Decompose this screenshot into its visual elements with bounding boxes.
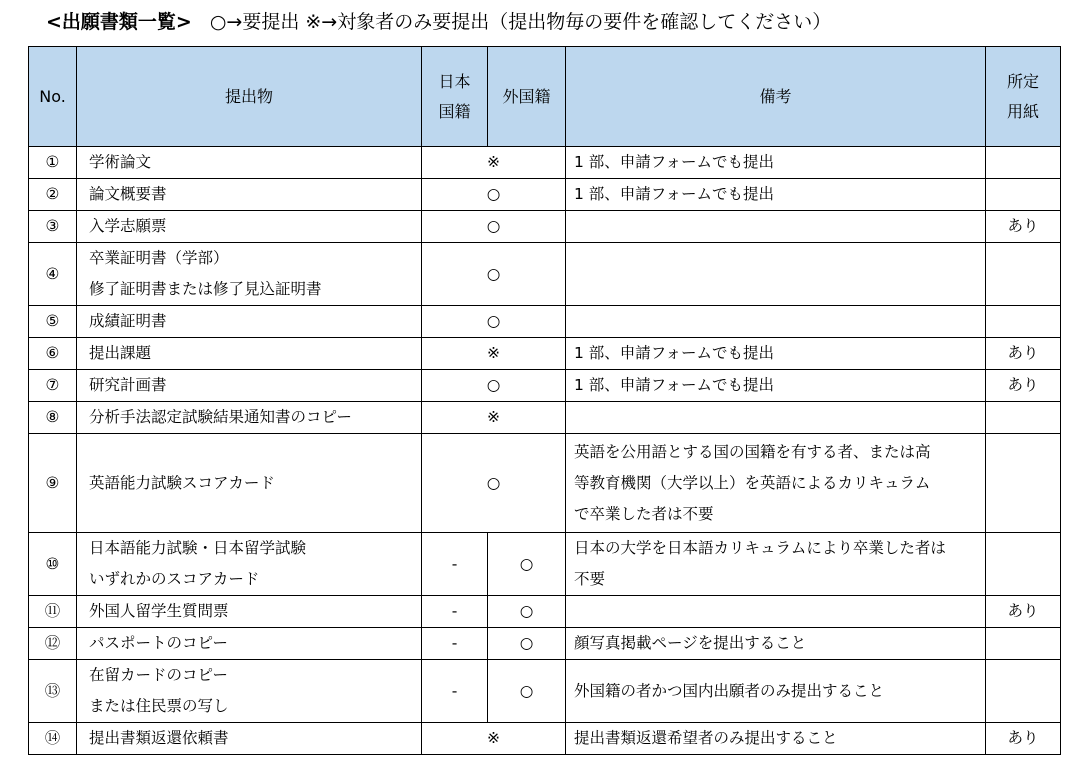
row-item: 在留カードのコピー または住民票の写し [77, 660, 422, 723]
row-note: 1 部、申請フォームでも提出 [566, 370, 986, 402]
row-number: ⑧ [29, 402, 77, 434]
row-item: 成績証明書 [77, 306, 422, 338]
row-form: あり [986, 370, 1061, 402]
row-item: パスポートのコピー [77, 628, 422, 660]
row-form [986, 434, 1061, 533]
header-no: No. [29, 47, 77, 147]
row-item: 英語能力試験スコアカード [77, 434, 422, 533]
row-mark: ○ [422, 243, 566, 306]
row-number: ③ [29, 211, 77, 243]
row-note [566, 211, 986, 243]
row-number: ⑨ [29, 434, 77, 533]
row-mark: ※ [422, 338, 566, 370]
table-row [29, 533, 1061, 596]
row-note [566, 243, 986, 306]
heading-title: <出願書類一覧> [46, 11, 192, 33]
application-documents-table [28, 46, 1061, 755]
row-item: 提出課題 [77, 338, 422, 370]
row-form [986, 628, 1061, 660]
row-item: 入学志願票 [77, 211, 422, 243]
row-mark: ○ [422, 211, 566, 243]
row-number: ① [29, 147, 77, 179]
row-form: あり [986, 338, 1061, 370]
row-item: 外国人留学生質問票 [77, 596, 422, 628]
row-number: ⑭ [29, 723, 77, 755]
heading-legend: ○→要提出 ※→対象者のみ要提出（提出物毎の要件を確認してください） [209, 11, 832, 33]
header-foreign: 外国籍 [488, 47, 566, 147]
row-form: あり [986, 596, 1061, 628]
row-number: ② [29, 179, 77, 211]
table-row [29, 147, 1061, 179]
header-note: 備考 [566, 47, 986, 147]
row-form [986, 660, 1061, 723]
row-foreign: ○ [488, 628, 566, 660]
table-row [29, 434, 1061, 533]
row-note: 1 部、申請フォームでも提出 [566, 338, 986, 370]
row-note: 提出書類返還希望者のみ提出すること [566, 723, 986, 755]
table-row [29, 628, 1061, 660]
row-number: ⑬ [29, 660, 77, 723]
table-row [29, 338, 1061, 370]
row-item: 提出書類返還依頼書 [77, 723, 422, 755]
row-note: 外国籍の者かつ国内出願者のみ提出すること [566, 660, 986, 723]
row-mark: ※ [422, 147, 566, 179]
row-note: 1 部、申請フォームでも提出 [566, 179, 986, 211]
table-row [29, 179, 1061, 211]
row-note: 1 部、申請フォームでも提出 [566, 147, 986, 179]
header-form: 所定 用紙 [986, 47, 1061, 147]
row-form [986, 243, 1061, 306]
row-note [566, 596, 986, 628]
row-form: あり [986, 211, 1061, 243]
table-row [29, 660, 1061, 723]
row-item: 研究計画書 [77, 370, 422, 402]
row-form: あり [986, 723, 1061, 755]
row-number: ⑩ [29, 533, 77, 596]
table-row [29, 306, 1061, 338]
row-form [986, 402, 1061, 434]
row-number: ⑪ [29, 596, 77, 628]
row-number: ⑤ [29, 306, 77, 338]
row-japanese: - [422, 628, 488, 660]
row-item: 日本語能力試験・日本留学試験 いずれかのスコアカード [77, 533, 422, 596]
table-row [29, 370, 1061, 402]
row-note [566, 402, 986, 434]
row-foreign: ○ [488, 660, 566, 723]
row-number: ⑫ [29, 628, 77, 660]
row-form [986, 179, 1061, 211]
row-mark: ※ [422, 723, 566, 755]
header-item: 提出物 [77, 47, 422, 147]
row-item: 論文概要書 [77, 179, 422, 211]
row-item: 卒業証明書（学部） 修了証明書または修了見込証明書 [77, 243, 422, 306]
row-number: ④ [29, 243, 77, 306]
row-mark: ○ [422, 179, 566, 211]
row-note: 英語を公用語とする国の国籍を有する者、または高 等教育機関（大学以上）を英語によるカリキュラム で卒業した者は不要 [566, 434, 986, 533]
table-row [29, 596, 1061, 628]
row-form [986, 533, 1061, 596]
row-japanese: - [422, 596, 488, 628]
row-form [986, 306, 1061, 338]
row-number: ⑥ [29, 338, 77, 370]
row-mark: ○ [422, 370, 566, 402]
row-form [986, 147, 1061, 179]
row-foreign: ○ [488, 596, 566, 628]
row-japanese: - [422, 660, 488, 723]
row-item: 学術論文 [77, 147, 422, 179]
row-foreign: ○ [488, 533, 566, 596]
row-note [566, 306, 986, 338]
table-row [29, 243, 1061, 306]
row-note: 顔写真掲載ページを提出すること [566, 628, 986, 660]
header-japanese: 日本 国籍 [422, 47, 488, 147]
row-mark: ※ [422, 402, 566, 434]
table-row [29, 723, 1061, 755]
row-japanese: - [422, 533, 488, 596]
row-mark: ○ [422, 306, 566, 338]
table-header-row [29, 47, 1061, 147]
row-number: ⑦ [29, 370, 77, 402]
row-mark: ○ [422, 434, 566, 533]
table-row [29, 402, 1061, 434]
document-heading [46, 6, 831, 38]
table-row [29, 211, 1061, 243]
row-note: 日本の大学を日本語カリキュラムにより卒業した者は 不要 [566, 533, 986, 596]
row-item: 分析手法認定試験結果通知書のコピー [77, 402, 422, 434]
